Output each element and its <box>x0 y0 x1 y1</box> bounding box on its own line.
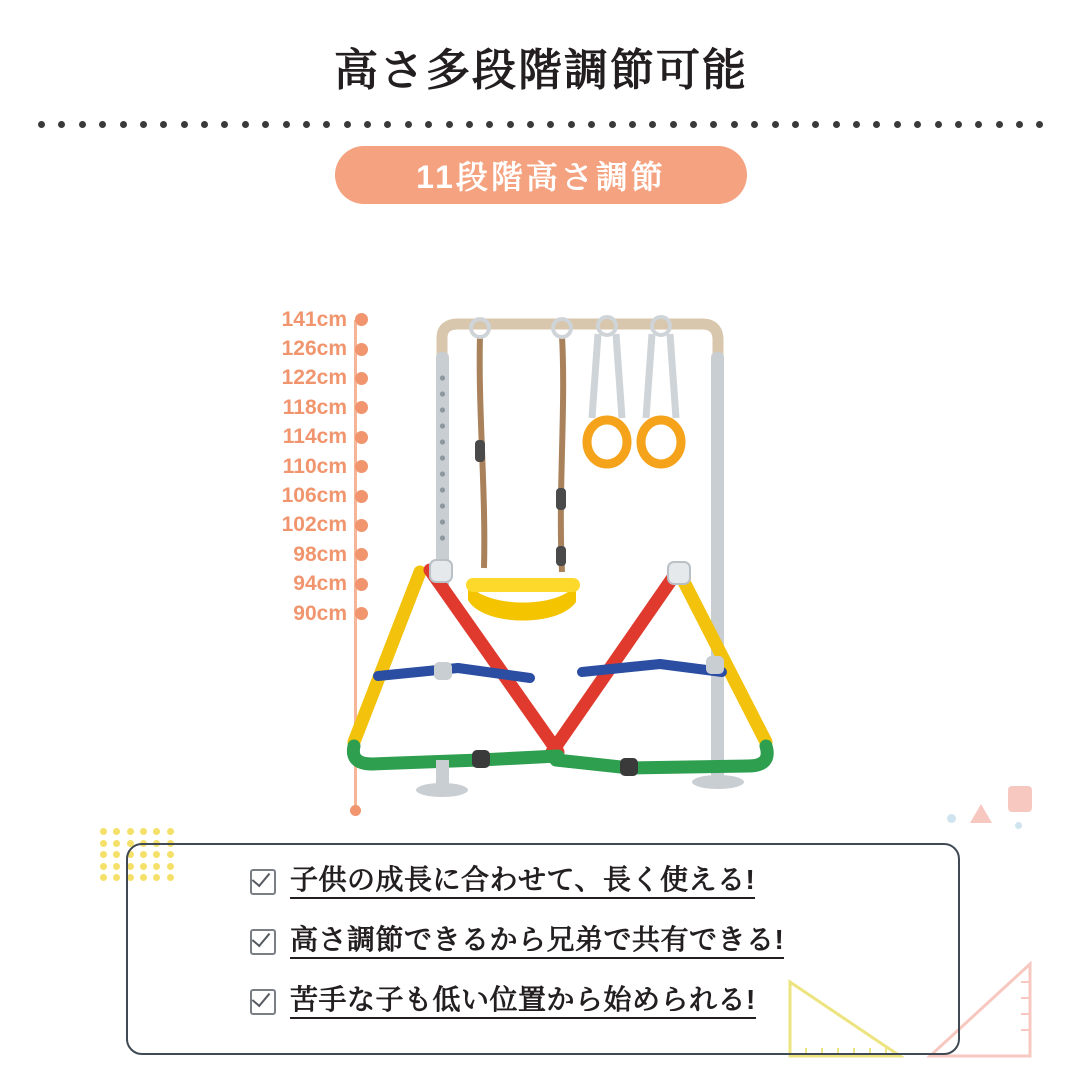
circle-shape-icon <box>1015 822 1022 829</box>
page-title: 高さ多段階調節可能 <box>334 46 748 95</box>
check-icon <box>250 989 276 1015</box>
list-item-label: 苦手な子も低い位置から始められる! <box>290 985 756 1020</box>
height-adjust-badge: 11段階高さ調節 <box>335 146 747 204</box>
list-item-label: 子供の成長に合わせて、長く使える! <box>290 865 755 900</box>
scale-mark-label: 90cm <box>293 601 347 625</box>
benefits-list <box>250 862 950 1042</box>
list-item <box>250 982 950 1022</box>
check-icon <box>250 929 276 955</box>
circle-shape-icon <box>947 814 956 823</box>
scale-mark-label: 94cm <box>293 572 347 596</box>
corner-shapes-decoration <box>922 778 1042 838</box>
list-item <box>250 862 950 902</box>
scale-mark-label: 98cm <box>293 542 347 566</box>
triangle-shape-icon <box>970 804 992 823</box>
scale-mark-label: 141cm <box>281 307 347 331</box>
square-shape-icon <box>1008 786 1032 812</box>
scale-mark-label: 126cm <box>281 337 347 361</box>
scale-mark-label: 102cm <box>281 513 347 537</box>
dotted-divider <box>38 120 1044 128</box>
scale-mark-label: 110cm <box>282 454 347 478</box>
scale-mark-label: 122cm <box>281 366 347 390</box>
product-illustration <box>330 290 930 850</box>
list-item <box>250 922 950 962</box>
scale-mark-label: 106cm <box>281 484 347 508</box>
scale-mark-label: 114cm <box>282 425 347 449</box>
scale-mark-label: 118cm <box>282 395 347 419</box>
check-icon <box>250 869 276 895</box>
list-item-label: 高さ調節できるから兄弟で共有できる! <box>290 925 784 960</box>
